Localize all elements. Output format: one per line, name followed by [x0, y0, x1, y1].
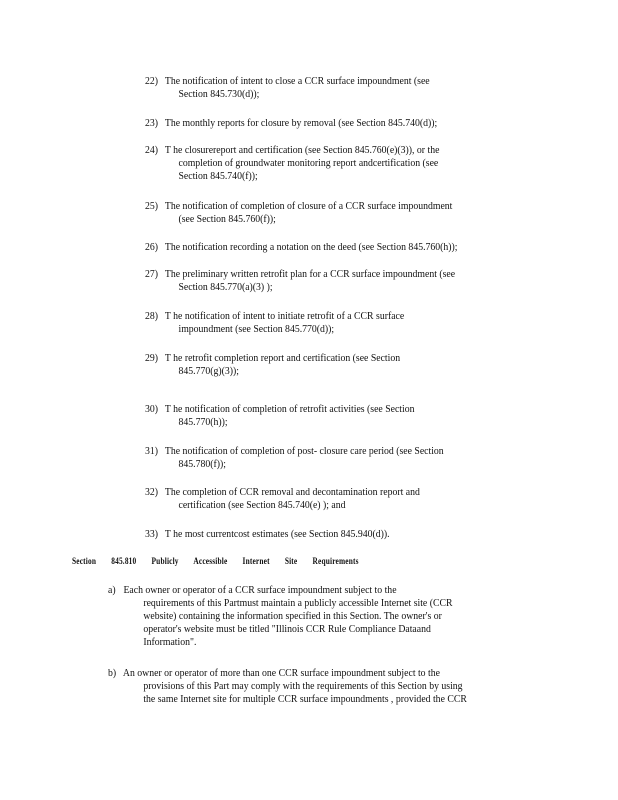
item-text-continued: Section 845.730(d));	[178, 89, 260, 100]
list-item-33	[145, 528, 498, 541]
item-text: The monthly reports for closure by removal (see Section 845.740(d));	[164, 118, 438, 129]
list-item-26	[145, 241, 498, 254]
item-text: T he notification of completion of retrofit activities (see Section	[164, 404, 415, 415]
section-title-word: Publicly	[151, 556, 179, 566]
section-title-word: Site	[284, 556, 298, 566]
item-text-continued: certification (see Section 845.740(e) ); and	[178, 500, 346, 511]
item-text: The notification recording a notation on the deed (see Section 845.760(h));	[164, 242, 458, 253]
item-number: 22)	[145, 76, 159, 87]
item-number: 25)	[145, 201, 159, 212]
paragraph-text: An owner or operator of more than one CCR surface impoundment subject to the	[122, 668, 440, 679]
section-title-word: Requirements	[312, 556, 359, 566]
paragraph-letter: b)	[108, 668, 117, 679]
item-number: 27)	[145, 269, 159, 280]
item-text-continued: completion of groundwater monitoring report andcertification (see	[178, 158, 439, 169]
item-number: 24)	[145, 145, 159, 156]
item-text: T he retrofit completion report and certification (see Section	[164, 353, 401, 364]
item-number: 33)	[145, 529, 159, 540]
paragraph-text: Each owner or operator of a CCR surface impoundment subject to the	[123, 585, 397, 596]
item-number: 28)	[145, 311, 159, 322]
list-item-23	[145, 117, 498, 130]
item-text-continued: 845.780(f));	[178, 459, 226, 470]
list-item-29	[145, 352, 498, 378]
item-text-continued: Section 845.770(a)(3) );	[178, 282, 273, 293]
item-number: 31)	[145, 446, 159, 457]
item-text: The notification of completion of closure of a CCR surface impoundment	[164, 201, 453, 212]
item-text: The completion of CCR removal and decontamination report and	[164, 487, 420, 498]
item-text-continued: 845.770(g)(3));	[178, 366, 239, 377]
paragraph-a	[108, 584, 508, 649]
paragraph-text-continued: requirements of this Partmust maintain a publicly accessible Internet site (CCR	[143, 598, 453, 609]
section-number: 845.810	[111, 556, 137, 566]
item-text-continued: Section 845.740(f));	[178, 171, 258, 182]
item-number: 23)	[145, 118, 159, 129]
list-item-22	[145, 75, 498, 101]
paragraph-letter: a)	[108, 585, 116, 596]
paragraph-text-continued: website) containing the information specified in this Section. The owner's or	[143, 611, 442, 622]
list-item-28	[145, 310, 498, 336]
section-heading	[72, 556, 372, 566]
list-item-27	[145, 268, 498, 294]
item-number: 29)	[145, 353, 159, 364]
paragraph-text-continued: the same Internet site for multiple CCR surface impoundments , provided the CCR	[143, 694, 467, 705]
section-title-word: Accessible	[193, 556, 228, 566]
item-text-continued: 845.770(h));	[178, 417, 228, 428]
section-title-word: Internet	[242, 556, 270, 566]
item-text: T he most currentcost estimates (see Section 845.940(d)).	[164, 529, 390, 540]
paragraph-text-continued: provisions of this Part may comply with the requirements of this Section by using	[143, 681, 463, 692]
list-item-30	[145, 403, 498, 429]
item-number: 30)	[145, 404, 159, 415]
item-text: The notification of completion of post- closure care period (see Section	[164, 446, 444, 457]
list-item-31	[145, 445, 498, 471]
item-text-continued: (see Section 845.760(f));	[178, 214, 276, 225]
list-item-24	[145, 144, 498, 183]
item-text: T he closurereport and certification (see Section 845.760(e)(3)), or the	[164, 145, 440, 156]
list-item-25	[145, 200, 498, 226]
section-label: Section	[72, 556, 97, 566]
item-number: 26)	[145, 242, 159, 253]
paragraph-b	[108, 667, 508, 706]
item-number: 32)	[145, 487, 159, 498]
list-item-32	[145, 486, 498, 512]
item-text: The preliminary written retrofit plan for a CCR surface impoundment (see	[164, 269, 456, 280]
item-text-continued: impoundment (see Section 845.770(d));	[178, 324, 335, 335]
paragraph-text-continued: Information".	[143, 637, 197, 648]
item-text: T he notification of intent to initiate retrofit of a CCR surface	[164, 311, 405, 322]
paragraph-text-continued: operator's website must be titled "Illinois CCR Rule Compliance Dataand	[143, 624, 431, 635]
item-text: The notification of intent to close a CCR surface impoundment (see	[164, 76, 430, 87]
